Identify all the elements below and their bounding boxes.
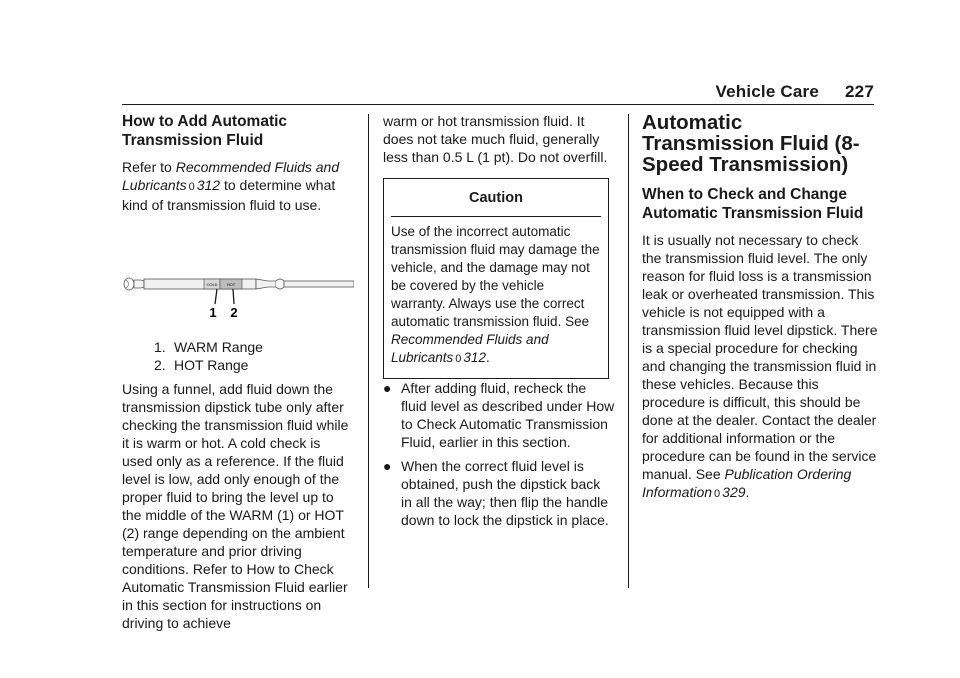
section-title: Vehicle Care xyxy=(715,82,820,101)
caution-title: Caution xyxy=(391,179,601,217)
header-rule xyxy=(122,104,874,105)
recommended-fluids-link[interactable]: Recommended Fluids and Lubricants xyxy=(391,332,549,365)
caution-end: . xyxy=(485,350,490,365)
page-ref-icon: 0 xyxy=(188,181,195,193)
page-ref-icon: 0 xyxy=(455,353,462,365)
list-number: 2. xyxy=(154,357,166,373)
dipstick-figure xyxy=(122,214,354,338)
column-2 xyxy=(383,112,615,529)
heading-add-fluid: How to Add Automatic Transmission Fluid xyxy=(122,113,288,149)
column-1 xyxy=(122,112,354,632)
page-ref[interactable]: 312 xyxy=(196,177,221,193)
publication-ordering-link[interactable]: Publication Ordering Information xyxy=(642,466,852,500)
column-divider xyxy=(628,114,629,588)
page-ref[interactable]: 329 xyxy=(722,484,746,500)
column-3 xyxy=(642,112,880,503)
bullet-text: After adding fluid, recheck the fluid level as described under How to Check Automatic Transmission Fluid, earlier in this section. xyxy=(401,380,615,450)
bullet-icon: ● xyxy=(383,458,392,474)
subheading: When to Check and Change Automatic Transmission Fluid xyxy=(642,186,864,222)
list-item xyxy=(383,457,615,529)
list-item xyxy=(122,356,354,374)
caution-body xyxy=(384,217,608,378)
intro-suffix: to determine what kind of transmission fluid to use. xyxy=(122,177,336,213)
running-head xyxy=(716,82,875,102)
range-legend xyxy=(122,338,354,374)
body-paragraph: Using a funnel, add fluid down the transmission dipstick tube only after checking the transmission fluid while it is warm or hot. A cold check is used only as a reference. If the fluid level is low, add only enough of the proper fluid to bring the level up to the middle of the WARM (1) or HOT (2) range depending on the ambient temperature and prior driving conditions. Refer to How to Check Automatic Transmission Fluid earlier in this section for instructions on driving to achieve xyxy=(122,381,349,631)
callout-1: 1 xyxy=(209,305,217,320)
recommended-fluids-link[interactable]: Recommended Fluids and Lubricants xyxy=(122,159,340,193)
list-label: WARM Range xyxy=(174,339,263,355)
intro-paragraph xyxy=(122,158,354,214)
continuation-paragraph: warm or hot transmission fluid. It does not take much fluid, generally less than 0.5 L (1 pt). Do not overfill. xyxy=(383,113,608,165)
list-label: HOT Range xyxy=(174,357,249,373)
section-heading: Automatic Transmission Fluid (8-Speed Transmission) xyxy=(642,111,860,176)
list-item xyxy=(383,379,615,451)
body-paragraph xyxy=(642,231,880,503)
caution-text: Use of the incorrect automatic transmission fluid may damage the vehicle, and the damage may not be covered by the vehicle warranty. Always use the correct automatic transmission fluid. See xyxy=(391,224,600,329)
page-ref-icon: 0 xyxy=(714,488,721,500)
intro-text: Refer to xyxy=(122,159,176,175)
callout-2: 2 xyxy=(230,305,238,320)
bullet-text: When the correct fluid level is obtained, push the dipstick back in all the way; then flip the handle down to lock the dipstick in place. xyxy=(401,458,609,528)
dipstick-illustration xyxy=(122,214,354,338)
bullet-icon: ● xyxy=(383,380,392,396)
body-text: It is usually not necessary to check the transmission fluid level. The only reason for fluid loss is a transmission leak or overheated transmission. This vehicle is not equipped with a transmission fluid level dipstick. There is a special procedure for checking and changing the transmission fluid in these vehicles. Because this procedure is difficult, this should be done at the dealer. Contact the dealer for additional information or the procedure can be found in the service manual. See xyxy=(642,232,878,482)
page-number: 227 xyxy=(845,82,874,101)
column-divider xyxy=(368,114,369,588)
body-end: . xyxy=(745,484,750,500)
caution-box xyxy=(383,178,609,379)
page-ref[interactable]: 312 xyxy=(463,350,486,365)
list-item xyxy=(122,338,354,356)
bullet-list xyxy=(383,379,615,529)
list-number: 1. xyxy=(154,339,166,355)
hot-mark-label: HOT xyxy=(226,282,236,287)
cold-mark-label: COLD xyxy=(206,282,218,287)
